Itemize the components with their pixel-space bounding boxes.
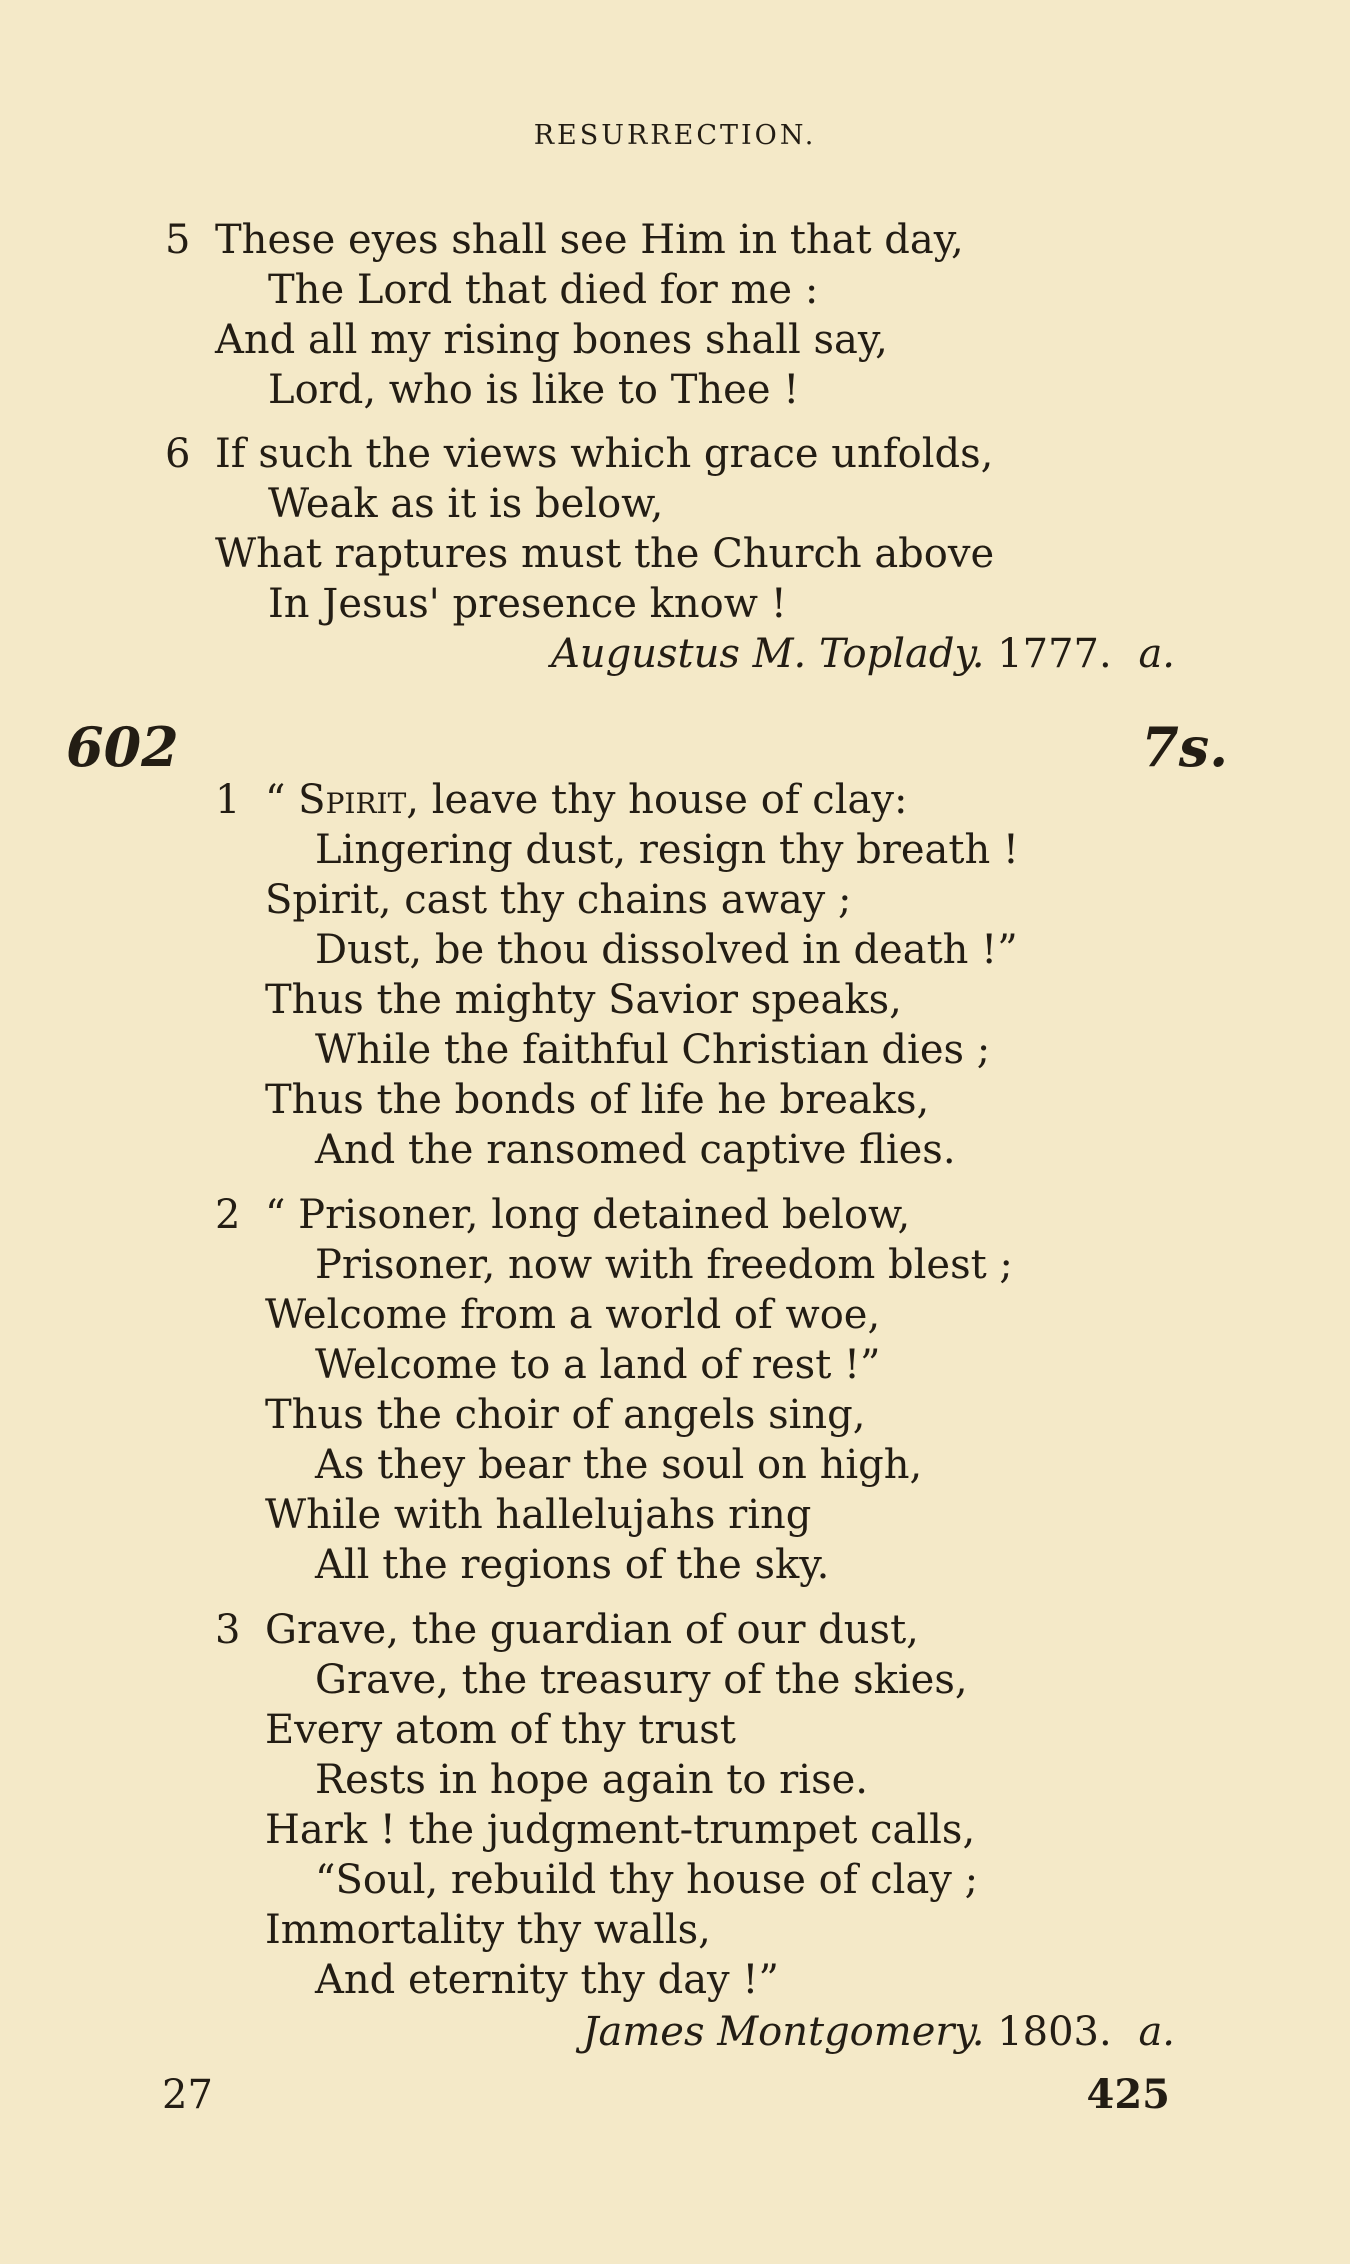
page-header: RESURRECTION. <box>533 120 817 151</box>
stanza-number: 5 <box>165 217 191 263</box>
verse-line: Thus the choir of angels sing, <box>265 1392 866 1438</box>
verse-line: Grave, the guardian of our dust, <box>265 1607 919 1653</box>
attribution <box>550 631 1175 677</box>
verse-line: Prisoner, now with freedom blest ; <box>315 1242 1013 1288</box>
stanza-number: 2 <box>215 1192 241 1238</box>
stanza-number: 1 <box>215 777 241 823</box>
verse-line: And the ransomed captive flies. <box>315 1127 956 1173</box>
verse-line: Thus the bonds of life he breaks, <box>265 1077 930 1123</box>
verse-line: “ Spirit, leave thy house of clay: <box>265 777 908 823</box>
verse-line: And all my rising bones shall say, <box>215 317 888 363</box>
verse-line: And eternity thy day !” <box>315 1957 779 2003</box>
verse-line: Spirit, cast thy chains away ; <box>265 877 852 923</box>
verse-line: In Jesus' presence know ! <box>268 581 787 627</box>
author-year: 1777. <box>997 631 1112 677</box>
verse-line: Lingering dust, resign thy breath ! <box>315 827 1020 873</box>
verse-line: Welcome to a land of rest !” <box>315 1342 881 1388</box>
verse-line: The Lord that died for me : <box>268 267 819 313</box>
opening-word: Spirit, <box>298 777 420 823</box>
verse-line: Thus the mighty Savior speaks, <box>265 977 902 1023</box>
author-name: Augustus M. Toplady. <box>550 631 985 677</box>
author-name: James Montgomery. <box>582 2009 985 2055</box>
hymn-number: 602 <box>66 715 179 779</box>
verse-line: Grave, the treasury of the skies, <box>315 1657 968 1703</box>
verse-line: All the regions of the sky. <box>315 1542 830 1588</box>
verse-line: While the faithful Christian dies ; <box>315 1027 991 1073</box>
verse-line: Hark ! the judgment-trumpet calls, <box>265 1807 976 1853</box>
verse-line: “Soul, rebuild thy house of clay ; <box>315 1857 979 1903</box>
page-number: 425 <box>1086 2071 1170 2118</box>
attribution <box>582 2009 1175 2055</box>
verse-line: “ Prisoner, long detained below, <box>265 1192 911 1238</box>
verse-line: Weak as it is below, <box>268 481 664 527</box>
verse-line: Dust, be thou dissolved in death !” <box>315 927 1018 973</box>
verse-line: Lord, who is like to Thee ! <box>268 367 800 413</box>
verse-line: These eyes shall see Him in that day, <box>215 217 964 263</box>
hymn-meter: 7s. <box>1141 715 1228 779</box>
verse-line: What raptures must the Church above <box>215 531 995 577</box>
verse-line: While with hallelujahs ring <box>265 1492 812 1538</box>
verse-line: Rests in hope again to rise. <box>315 1757 869 1803</box>
stanza-number: 3 <box>215 1607 241 1653</box>
verse-line: Every atom of thy trust <box>265 1707 736 1753</box>
author-year: 1803. <box>997 2009 1112 2055</box>
signature-mark: 27 <box>162 2072 213 2118</box>
verse-line: As they bear the soul on high, <box>315 1442 923 1488</box>
tune-mark: a. <box>1138 2009 1175 2055</box>
verse-line: Welcome from a world of woe, <box>265 1292 881 1338</box>
verse-line: Immortality thy walls, <box>265 1907 711 1953</box>
tune-mark: a. <box>1138 631 1175 677</box>
stanza-number: 6 <box>165 431 191 477</box>
verse-line: If such the views which grace unfolds, <box>215 431 994 477</box>
